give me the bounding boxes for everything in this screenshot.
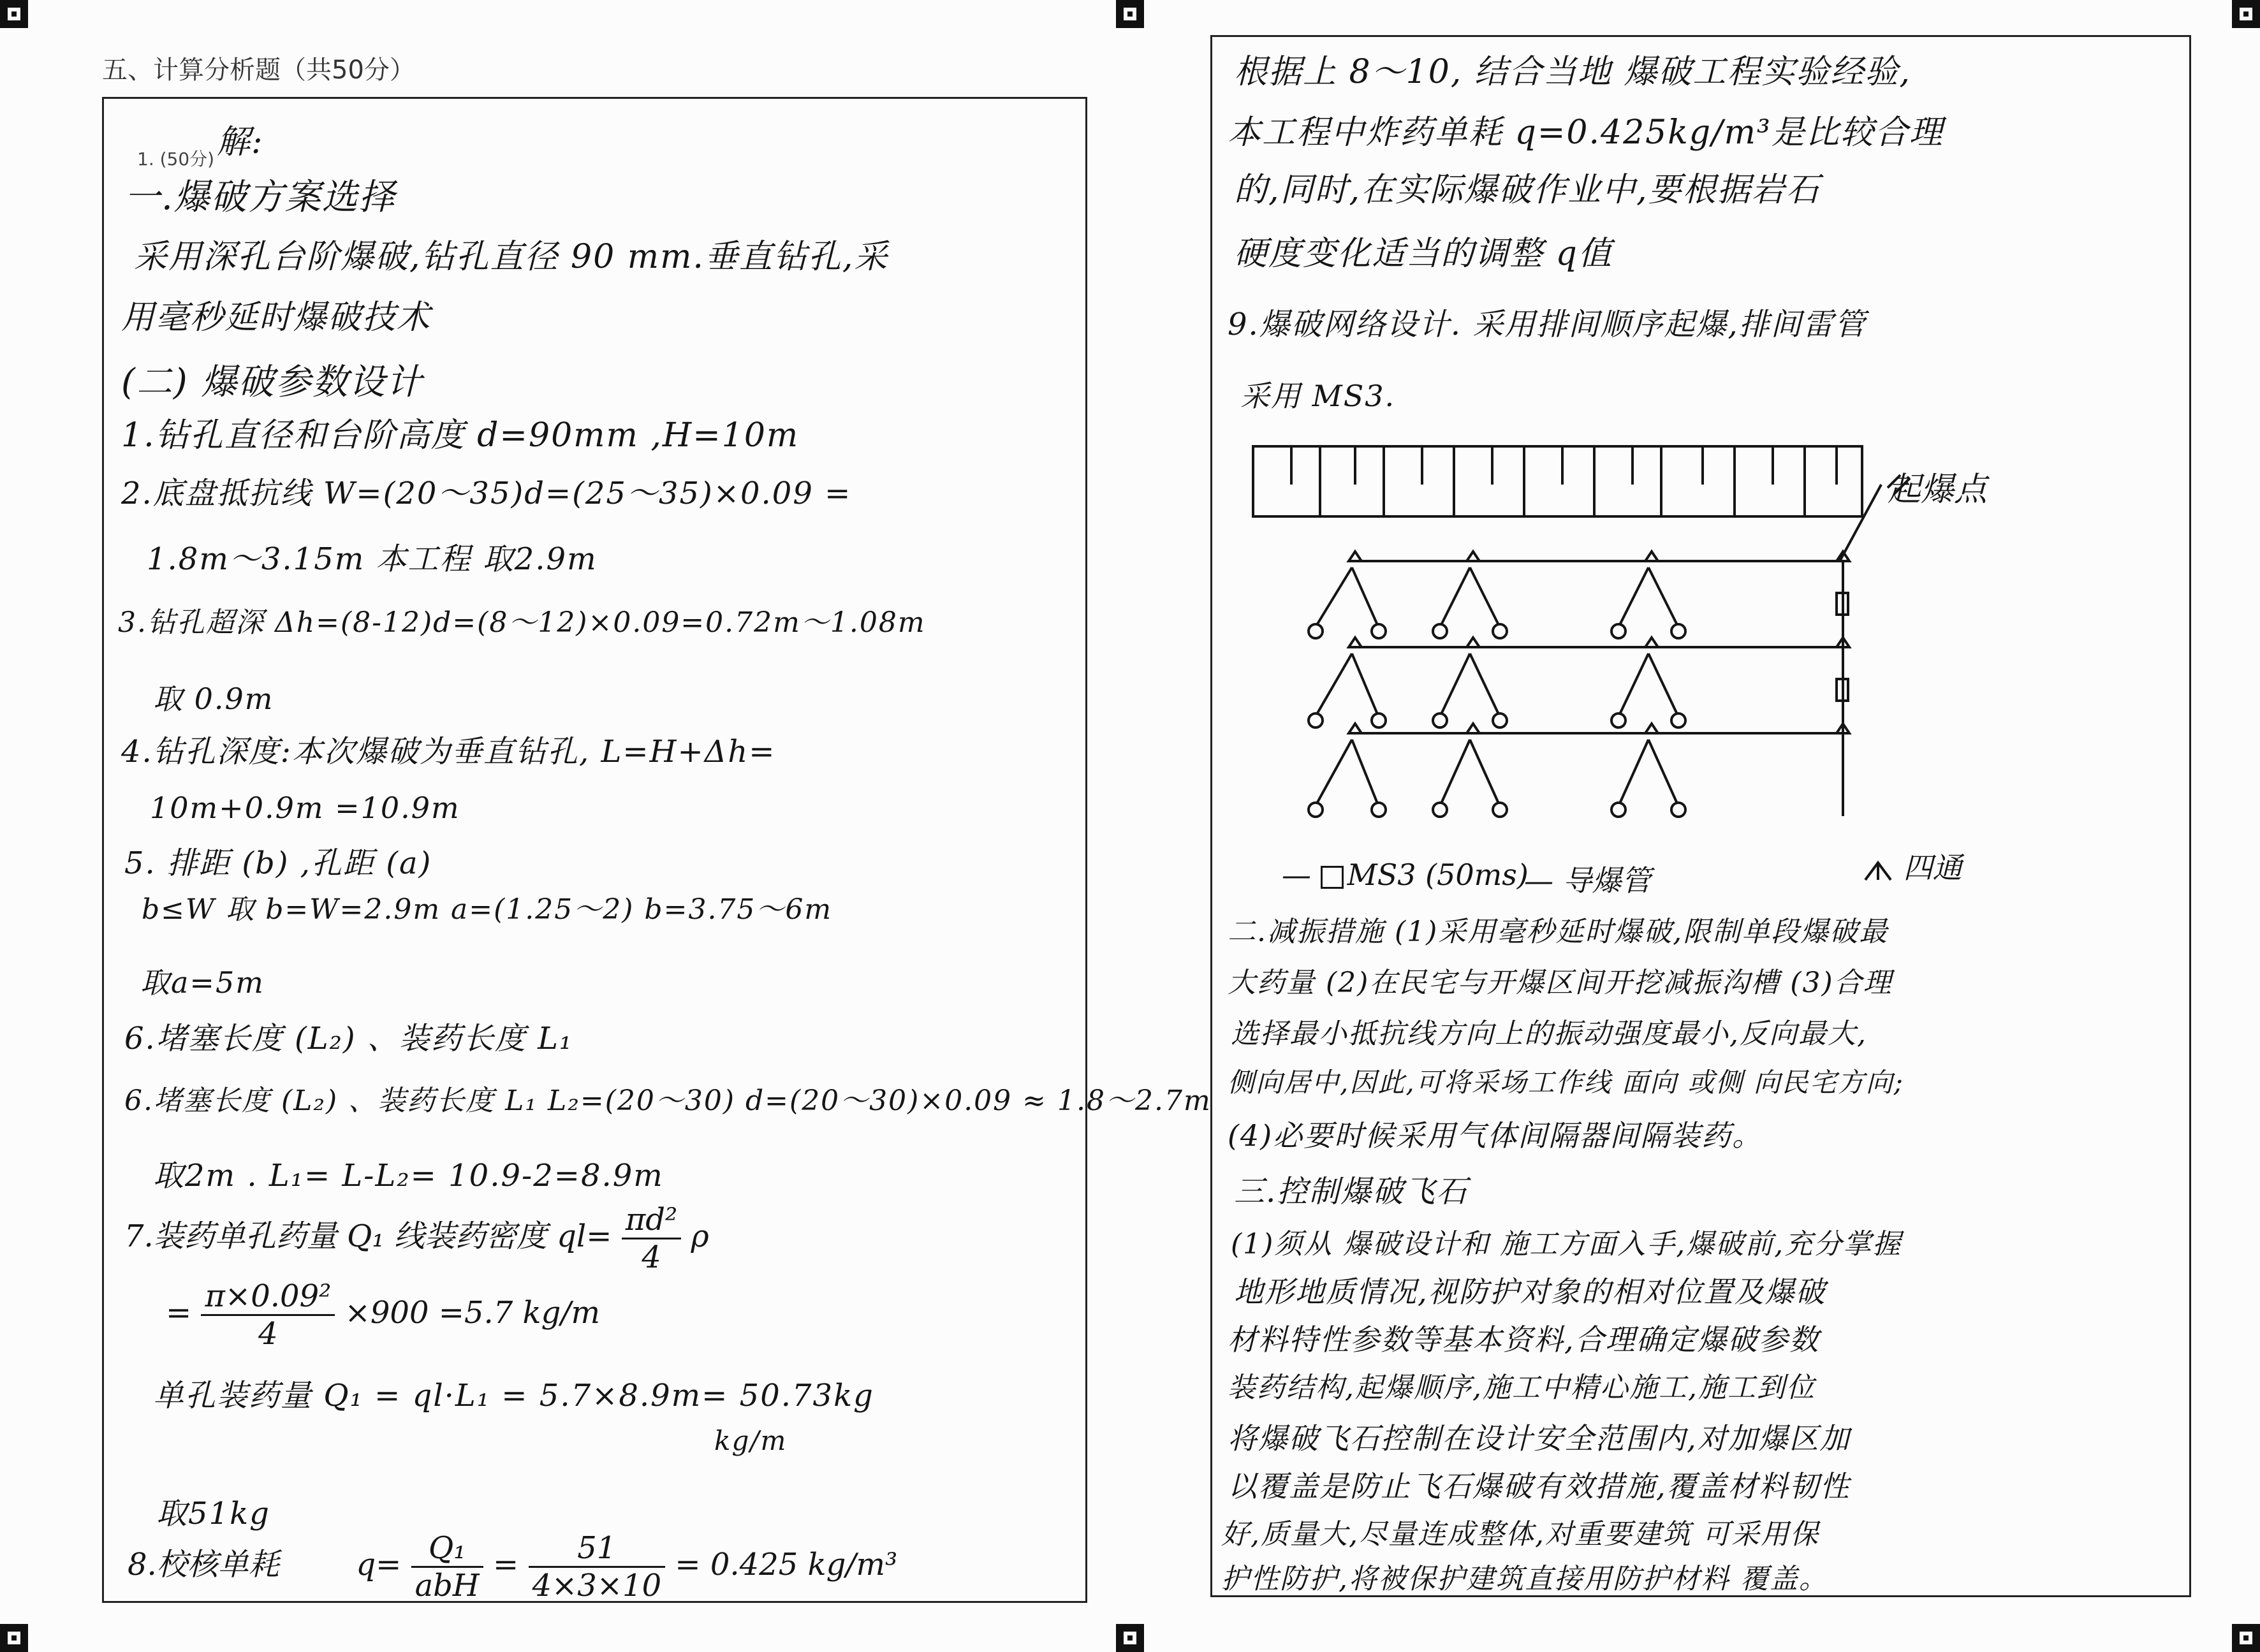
corner-marker-top-right	[2232, 0, 2260, 28]
legend-fuse: — 导爆管	[1524, 863, 1651, 898]
section-title: 五、计算分析题（共50分）	[102, 55, 415, 85]
legend-ms3: — MS3 (50ms)	[1282, 858, 1529, 892]
left-line-17: 取2m . L₁= L-L₂= 10.9-2=8.9m	[153, 1158, 664, 1194]
right-line-4: 硬度变化适当的调整 q值	[1234, 235, 1613, 273]
corner-marker-top-center	[1116, 0, 1144, 28]
blasting-network-diagram	[1244, 434, 2073, 854]
unit-consumption-fraction-2	[529, 1530, 666, 1604]
blasthole-groups	[1317, 567, 1677, 803]
right-line-5: 9.爆破网络设计. 采用排间顺序起爆,排间雷管	[1228, 307, 1867, 342]
unit-consumption-label: 8.校核单耗	[128, 1547, 279, 1583]
ms3-symbol	[1321, 866, 1344, 889]
uc-num1: Q₁	[411, 1530, 483, 1568]
legend-ms3-label: MS3 (50ms)	[1347, 858, 1529, 892]
uc-den2: 4×3×10	[532, 1568, 662, 1604]
left-line-10: 4.钻孔深度:本次爆破为垂直钻孔, L=H+Δh=	[121, 734, 776, 770]
uc-result: = 0.425 kg/m³	[675, 1547, 898, 1583]
right-line-6: 采用 MS3.	[1240, 379, 1396, 413]
left-line-12: 5. 排距 (b) ,孔距 (a)	[124, 845, 432, 881]
calc-equals: =	[166, 1295, 192, 1331]
left-line-14: 取a=5m	[140, 965, 265, 1000]
left-line-16: 6.堵塞长度 (L₂) 、装药长度 L₁ L₂=(20～30) d=(20～30)×0.09 ≈ 1.8～2.7m	[124, 1085, 1212, 1117]
right-line-17: 将爆破飞石控制在设计安全范围内,对加爆区加	[1228, 1421, 1851, 1456]
left-line-8: 3.钻孔超深 Δh=(8-12)d=(8～12)×0.09=0.72m～1.08m	[118, 606, 926, 639]
left-line-2: 采用深孔台阶爆破,钻孔直径 90 mm.垂直钻孔,采	[134, 238, 889, 276]
linear-density-tail: ρ	[691, 1218, 709, 1254]
blastholes	[1309, 624, 1685, 817]
linear-density-numerator: πd²	[622, 1202, 682, 1239]
linear-density-fraction	[622, 1202, 682, 1275]
left-line-13: b≤W 取 b=W=2.9m a=(1.25～2) b=3.75～6m	[142, 893, 833, 926]
left-line-take-51: 取51kg	[156, 1496, 270, 1531]
linear-density-calc	[166, 1278, 600, 1352]
initiation-leader	[1840, 485, 1881, 561]
uc-den1: abH	[415, 1568, 480, 1604]
unit-consumption-fraction-1	[411, 1530, 483, 1604]
right-line-10: 侧向居中,因此,可将采场工作线 面向 或侧 向民宅方向;	[1228, 1067, 1904, 1098]
answer-intro: 解:	[217, 123, 264, 161]
left-line-15: 6.堵塞长度 (L₂) 、装药长度 L₁	[124, 1021, 573, 1056]
right-line-9: 选择最小抵抗线方向上的振动强度最小,反向最大,	[1231, 1018, 1867, 1050]
right-line-18: 以覆盖是防止飞石爆破有效措施,覆盖材料韧性	[1228, 1469, 1851, 1503]
left-line-4: (二) 爆破参数设计	[121, 362, 423, 403]
initiation-point-label: 起爆点	[1888, 471, 1988, 509]
legend-connector-label: 四通	[1903, 851, 1962, 885]
right-line-19: 好,质量大,尽量连成整体,对重要建筑 可采用保	[1221, 1518, 1819, 1551]
right-line-3: 的,同时,在实际爆破作业中,要根据岩石	[1234, 171, 1821, 209]
calc-fraction	[201, 1278, 335, 1352]
left-line-6: 2.底盘抵抗线 W=(20～35)d=(25～35)×0.09 =	[121, 476, 852, 511]
corner-marker-bottom-right	[2232, 1624, 2260, 1652]
unit-consumption-lhs: q=	[356, 1547, 402, 1583]
detonator-ticks	[1291, 446, 1837, 516]
corner-marker-top-left	[0, 0, 28, 28]
right-line-20: 护性防护,将被保护建筑直接用防护材料 覆盖。	[1221, 1563, 1828, 1595]
calc-tail: ×900 =5.7 kg/m	[344, 1295, 601, 1331]
four-way-icon	[1862, 858, 1894, 883]
left-line-5: 1.钻孔直径和台阶高度 d=90mm ,H=10m	[121, 416, 800, 455]
left-line-7: 1.8m～3.15m 本工程 取2.9m	[147, 541, 598, 577]
right-line-7: 二.减振措施 (1)采用毫秒延时爆破,限制单段爆破最	[1228, 916, 1889, 948]
right-line-8: 大药量 (2)在民宅与开爆区间开挖减振沟槽 (3)合理	[1228, 967, 1893, 999]
right-line-13: (1)须从 爆破设计和 施工方面入手,爆破前,充分掌握	[1231, 1228, 1902, 1261]
left-line-3: 用毫秒延时爆破技术	[121, 298, 432, 337]
left-line-18: 7.装药单孔药量 Q₁ 线装药密度 ql=	[124, 1218, 612, 1254]
right-line-2: 本工程中炸药单耗 q=0.425kg/m³是比较合理	[1228, 113, 1944, 152]
linear-density-formula	[124, 1202, 709, 1275]
left-line-1: 一.爆破方案选择	[124, 177, 396, 218]
question-label: 1. (50分)	[137, 149, 215, 170]
calc-numerator: π×0.09²	[201, 1278, 335, 1316]
right-line-15: 材料特性参数等基本资料,合理确定爆破参数	[1228, 1322, 1820, 1357]
right-line-12: 三.控制爆破飞石	[1234, 1174, 1469, 1210]
uc-num2: 51	[529, 1530, 666, 1568]
linear-density-denominator: 4	[642, 1239, 661, 1275]
legend-connector	[1862, 845, 1962, 887]
corner-marker-bottom-left	[0, 1624, 28, 1652]
connection-rows	[1358, 561, 1843, 816]
calc-denominator: 4	[258, 1316, 278, 1352]
right-line-16: 装药结构,起爆顺序,施工中精心施工,施工到位	[1228, 1371, 1816, 1404]
left-line-unit-kgm: kg/m	[714, 1425, 788, 1456]
left-line-11: 10m+0.9m =10.9m	[150, 791, 460, 825]
left-line-9: 取 0.9m	[153, 682, 274, 716]
detonator-strip	[1253, 446, 1862, 516]
right-line-1: 根据上 8～10, 结合当地 爆破工程实验经验,	[1234, 53, 1911, 91]
unit-consumption-formula	[128, 1530, 897, 1604]
left-line-single-charge: 单孔装药量 Q₁ = ql·L₁ = 5.7×8.9m= 50.73kg	[153, 1378, 874, 1414]
corner-marker-bottom-center	[1116, 1624, 1144, 1652]
right-line-14: 地形地质情况,视防护对象的相对位置及爆破	[1234, 1275, 1826, 1309]
four-way-connectors	[1349, 552, 1849, 733]
right-line-11: (4)必要时候采用气体间隔器间隔装药。	[1228, 1118, 1763, 1153]
uc-eq: =	[493, 1547, 519, 1583]
